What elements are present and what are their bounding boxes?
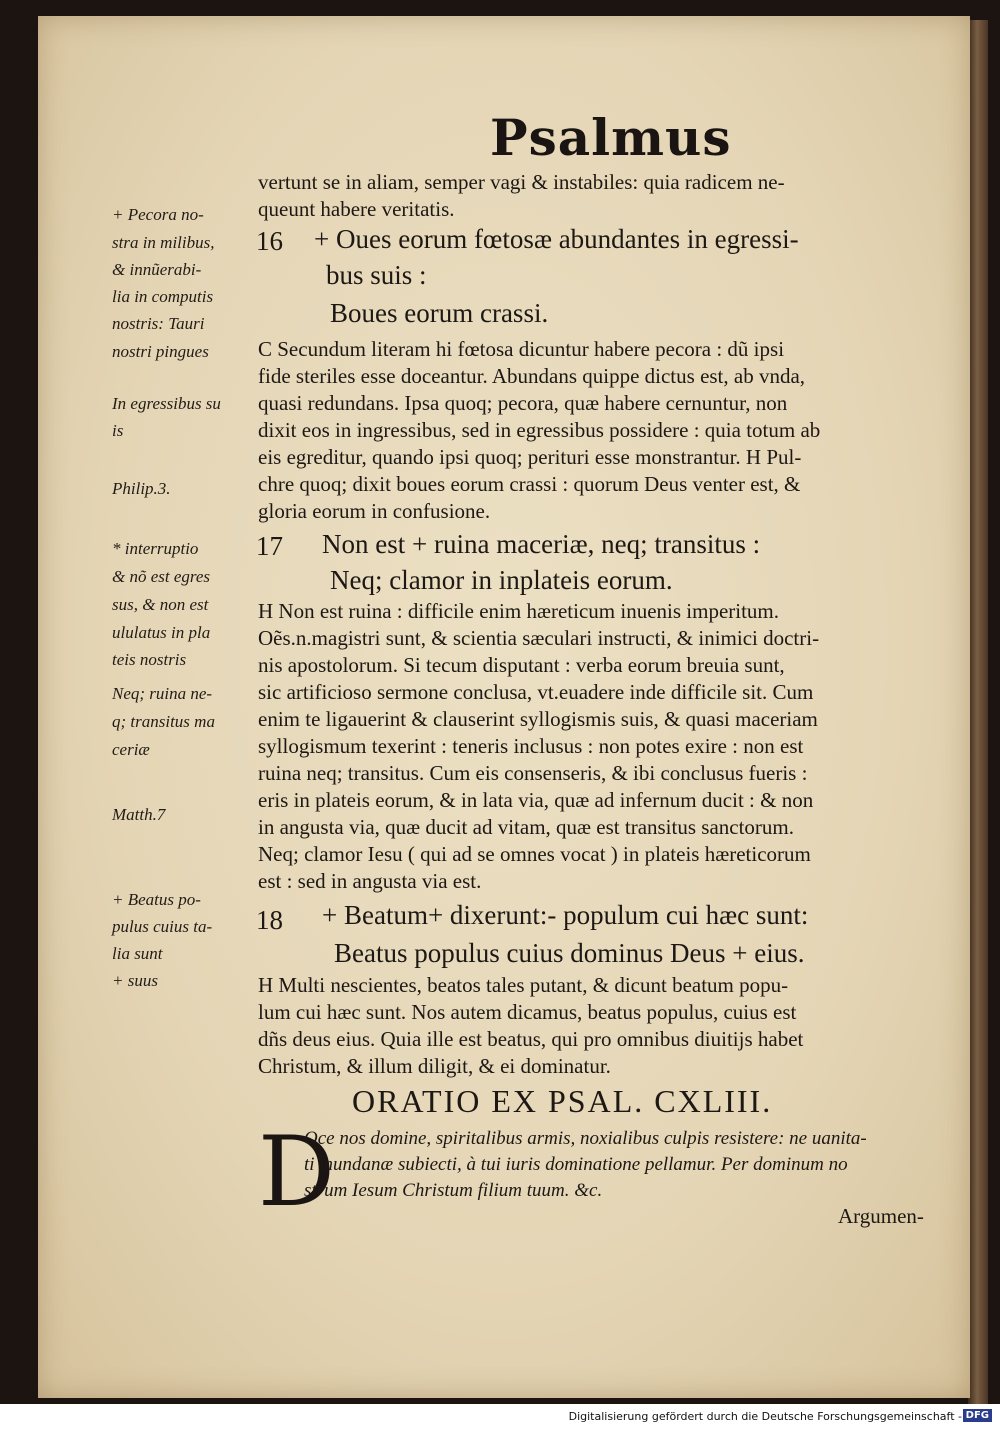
text-line: chre quoq; dixit boues eorum crassi : quorum Deus venter est, & bbox=[258, 472, 801, 496]
text-line: nis apostolorum. Si tecum disputant : verba eorum breuia sunt, bbox=[258, 653, 785, 677]
margin-note: lia sunt bbox=[112, 944, 163, 963]
margin-note: nostri pingues bbox=[112, 342, 209, 361]
text-line: in angusta via, quæ ducit ad vitam, quæ est transitus sanctorum. bbox=[258, 815, 795, 839]
margin-note: lia in computis bbox=[112, 287, 214, 306]
text-line: Oẽs.n.magistri sunt, & scientia sæculari instructi, & inimici doctri- bbox=[258, 626, 820, 650]
text-line: dixit eos in ingressibus, sed in egressibus possidere : quia totum ab bbox=[258, 418, 821, 442]
oratio-line: Oce nos domine, spiritalibus armis, noxialibus culpis resistere: ne uanita- bbox=[304, 1128, 867, 1149]
text-line: H Multi nescientes, beatos tales putant, & dicunt beatum popu- bbox=[258, 973, 789, 997]
digitization-footer bbox=[0, 1406, 1000, 1429]
text-line: syllogismum texerint : teneris inclusus : non potes exire : non est bbox=[258, 734, 804, 758]
margin-note: ululatus in pla bbox=[112, 623, 211, 642]
margin-note: & nõ est egres bbox=[112, 567, 211, 586]
verse-number: 18 bbox=[256, 905, 283, 935]
margin-note: ceriæ bbox=[112, 740, 150, 759]
verse-line: Non est + ruina maceriæ, neq; transitus : bbox=[322, 529, 761, 559]
text-line: Christum, & illum diligit, & ei dominatur. bbox=[258, 1054, 611, 1078]
text-line: Neq; clamor Iesu ( qui ad se omnes vocat ) in plateis hæreticorum bbox=[258, 842, 811, 866]
verse-number: 17 bbox=[256, 531, 283, 561]
text-line: quasi redundans. Ipsa quoq; pecora, quæ habere cernuntur, non bbox=[258, 391, 788, 415]
text-line: gloria eorum in confusione. bbox=[258, 499, 491, 523]
oratio-line: ti mundanæ subiecti, à tui iuris dominatione pellamur. Per dominum no bbox=[304, 1154, 848, 1175]
margin-note: sus, & non est bbox=[112, 595, 209, 614]
margin-note: teis nostris bbox=[112, 650, 187, 669]
text-line: enim te ligauerint & clauserint syllogismis suis, & quasi maceriam bbox=[258, 707, 818, 731]
text-line: H Non est ruina : difficile enim hæreticum inuenis imperitum. bbox=[258, 599, 780, 623]
verse-line: Boues eorum crassi. bbox=[330, 298, 549, 328]
margin-note: nostris: Tauri bbox=[112, 314, 205, 333]
margin-note: + Beatus po- bbox=[112, 890, 201, 909]
page-edge bbox=[968, 20, 988, 1404]
margin-note: + suus bbox=[112, 971, 158, 990]
margin-note: Matth.7 bbox=[112, 805, 166, 824]
text-line: C Secundum literam hi fœtosa dicuntur habere pecora : dũ ipsi bbox=[258, 337, 785, 361]
drop-cap-initial: D bbox=[258, 1116, 335, 1228]
verse-line: + Beatum+ dixerunt:- populum cui hæc sunt: bbox=[322, 900, 809, 930]
text-line: lum cui hæc sunt. Nos autem dicamus, beatus populus, cuius est bbox=[258, 1000, 797, 1024]
text-line: eris in plateis eorum, & in lata via, quæ ad infernum ducit : & non bbox=[258, 788, 814, 812]
text-line: fide steriles esse doceantur. Abundans quippe dictus est, ab vnda, bbox=[258, 364, 806, 388]
text-line: eis egreditur, quando ipsi quoq; perituri esse monstrantur. H Pul- bbox=[258, 445, 802, 469]
text-line: est : sed in angusta via est. bbox=[258, 869, 482, 893]
verse-line: Neq; clamor in inplateis eorum. bbox=[330, 565, 673, 595]
margin-note: * interruptio bbox=[112, 539, 199, 558]
text-line: queunt habere veritatis. bbox=[258, 197, 455, 221]
text-line: ruina neq; transitus. Cum eis consenseris, & ibi conclusus fueris : bbox=[258, 761, 808, 785]
margin-note: is bbox=[112, 421, 124, 440]
margin-note: stra in milibus, bbox=[112, 233, 215, 252]
verse-line: bus suis : bbox=[326, 260, 427, 290]
margin-note: & innũerabi- bbox=[112, 260, 202, 279]
running-head: Psalmus bbox=[490, 108, 732, 167]
margin-note: q; transitus ma bbox=[112, 712, 215, 731]
text-line: dñs deus eius. Quia ille est beatus, qui pro omnibus diuitijs habet bbox=[258, 1027, 804, 1051]
text-line: vertunt se in aliam, semper vagi & instabiles: quia radicem ne- bbox=[258, 170, 785, 194]
catchword: Argumen- bbox=[838, 1204, 924, 1228]
dfg-logo: DFG bbox=[963, 1409, 992, 1422]
margin-note: In egressibus su bbox=[112, 394, 221, 413]
oratio-line: strum Iesum Christum filium tuum. &c. bbox=[304, 1180, 603, 1201]
margin-note: Philip.3. bbox=[112, 479, 171, 498]
verse-line: Beatus populus cuius dominus Deus + eius. bbox=[334, 938, 805, 968]
margin-note: pulus cuius ta- bbox=[112, 917, 213, 936]
footer-credit: Digitalisierung gefördert durch die Deutsche Forschungsgemeinschaft - bbox=[568, 1410, 962, 1423]
margin-note: + Pecora no- bbox=[112, 205, 204, 224]
text-line: sic artificioso sermone conclusa, vt.euadere inde difficile sit. Cum bbox=[258, 680, 814, 704]
oratio-title: ORATIO EX PSAL. CXLIII. bbox=[352, 1083, 773, 1119]
verse-line: + Oues eorum fœtosæ abundantes in egressi- bbox=[314, 224, 799, 254]
margin-note: Neq; ruina ne- bbox=[112, 684, 213, 703]
verse-number: 16 bbox=[256, 226, 283, 256]
